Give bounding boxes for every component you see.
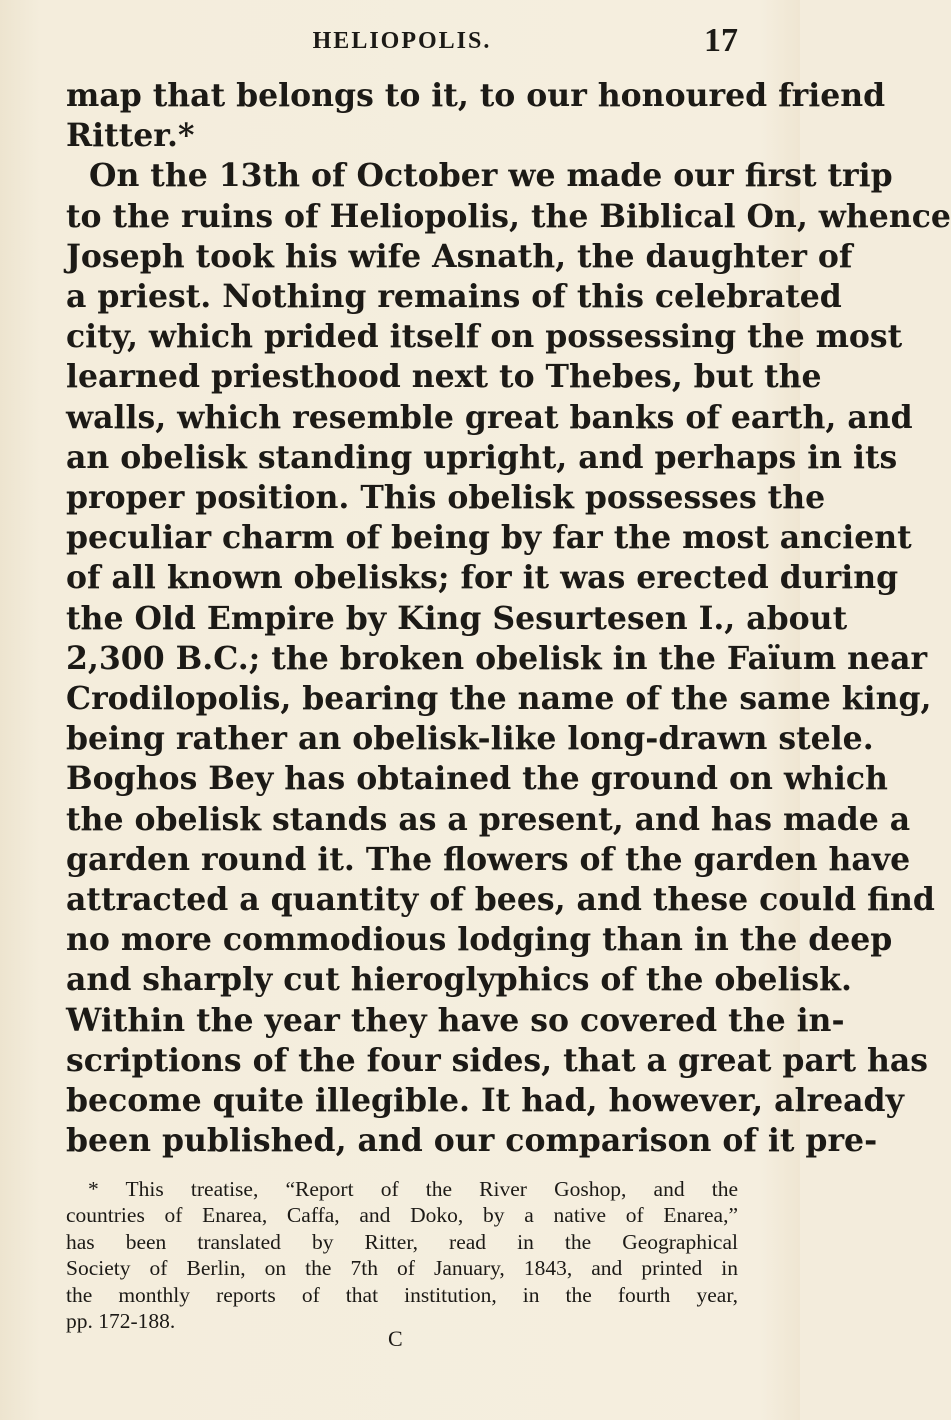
text-line: Joseph took his wife Asnath, the daughter of [66, 237, 853, 275]
text-line: proper position. This obelisk possesses the [66, 479, 826, 517]
footnote-line: Society of Berlin, on the 7th of January, 1843, and printed in [66, 1256, 738, 1281]
text-line: being rather an obelisk-like long-drawn stele. [66, 720, 874, 758]
text-line: city, which prided itself on possessing the most [66, 318, 903, 356]
body-text [66, 76, 951, 1161]
footnote-line: pp. 172-188. [66, 1309, 176, 1334]
footnote-line: * This treatise, “Report of the River Goshop, and the [88, 1177, 738, 1201]
text-line: Crodilopolis, bearing the name of the same king, [66, 680, 932, 718]
text-line: the Old Empire by King Sesurtesen I., about [66, 599, 848, 637]
page-header [66, 22, 738, 62]
text-line: been published, and our comparison of it pre- [66, 1122, 878, 1160]
text-line: Ritter.* [66, 117, 195, 155]
text-line: no more commodious lodging than in the deep [66, 921, 893, 959]
footnote-line: has been translated by Ritter, read in the Geographical [66, 1229, 738, 1254]
text-line: peculiar charm of being by far the most ancient [66, 519, 912, 557]
text-line: become quite illegible. It had, however, already [66, 1082, 904, 1120]
footnote-line: the monthly reports of that institution, in the fourth year, [66, 1282, 738, 1307]
text-line: an obelisk standing upright, and perhaps in its [66, 438, 898, 476]
text-line: scriptions of the four sides, that a great part has [66, 1041, 929, 1079]
text-line: to the ruins of Heliopolis, the Biblical On, whence [66, 197, 951, 235]
running-head: HELIOPOLIS. [312, 28, 492, 54]
text-line: garden round it. The flowers of the garden have [66, 840, 911, 878]
text-line: walls, which resemble great banks of earth, and [66, 398, 913, 436]
footnote [66, 1176, 738, 1334]
text-line: attracted a quantity of bees, and these could find [66, 881, 935, 919]
text-line: learned priesthood next to Thebes, but the [66, 358, 822, 396]
page-number: 17 [704, 22, 738, 59]
text-line: 2,300 B.C.; the broken obelisk in the Faïum near [66, 639, 928, 677]
text-line: map that belongs to it, to our honoured friend [66, 77, 886, 114]
text-line: the obelisk stands as a present, and has made a [66, 800, 911, 838]
text-line: Boghos Bey has obtained the ground on which [66, 760, 888, 798]
text-line: of all known obelisks; for it was erected during [66, 559, 899, 597]
text-line: On the 13th of October we made our first trip [89, 157, 893, 195]
signature-mark: C [388, 1326, 403, 1351]
text-line: and sharply cut hieroglyphics of the obelisk. [66, 961, 852, 999]
footnote-line: countries of Enarea, Caffa, and Doko, by a native of Enarea,” [66, 1203, 738, 1228]
text-line: Within the year they have so covered the in- [66, 1001, 845, 1039]
text-line: a priest. Nothing remains of this celebrated [66, 278, 842, 316]
